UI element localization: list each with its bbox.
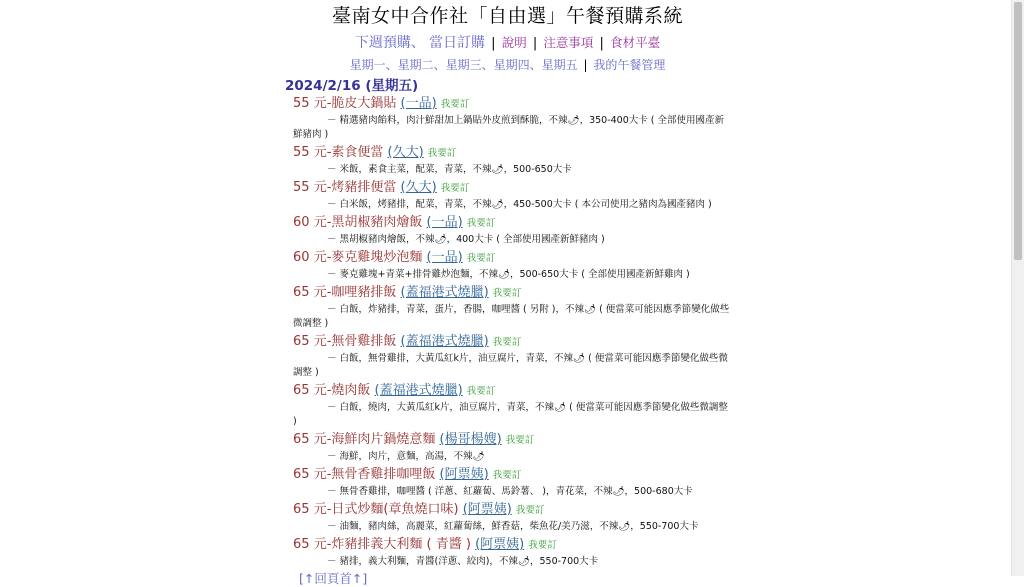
item-price-unit: 元- — [313, 334, 332, 349]
order-button[interactable]: 我要訂 — [492, 470, 522, 481]
item-vendor-link[interactable]: (久大) — [400, 180, 437, 195]
item-price: 65 — [293, 467, 310, 482]
item-name: 日式炒麵(章魚燒口味) — [331, 502, 459, 517]
item-price-unit: 元- — [313, 537, 332, 552]
order-button[interactable]: 我要訂 — [427, 148, 457, 159]
item-description: － 黑胡椒豬肉燴飯，不辣🌶，400大卡 ( 全部使用國產新鮮豬肉 ) — [327, 234, 605, 245]
menu-item — [293, 144, 730, 177]
menu-item-line — [293, 214, 730, 232]
item-name: 脆皮大鍋貼 — [331, 96, 397, 111]
order-button[interactable]: 我要訂 — [466, 218, 496, 229]
order-button[interactable]: 我要訂 — [505, 435, 535, 446]
today-order-link[interactable]: 當日訂購 — [429, 35, 486, 51]
item-description: － 海鮮，肉片，意麵，高湯，不辣🌶 — [327, 451, 485, 462]
menu-item-line — [293, 431, 730, 449]
item-name: 無骨香雞排咖哩飯 — [331, 467, 436, 482]
platform-link[interactable]: 食材平臺 — [610, 35, 661, 50]
menu-item — [293, 466, 730, 499]
item-vendor-link[interactable]: (阿票姨) — [439, 467, 489, 482]
item-description: － 白飯，炸豬排，青菜，蛋片，香腸，咖哩醬 ( 另附 )，不辣🌶 ( 便當菜可能因應季節變化做些微調整 ) — [293, 304, 730, 329]
order-button[interactable]: 我要訂 — [492, 337, 522, 348]
menu-item — [293, 179, 730, 212]
item-description: － 無骨香雞排，咖哩醬 ( 洋蔥、紅蘿蔔、馬鈴薯、 )，青花菜，不辣🌶，500-680大卡 — [327, 486, 693, 497]
item-name: 麥克雞塊炒泡麵 — [331, 250, 423, 265]
item-price: 65 — [293, 334, 310, 349]
item-name: 燒肉飯 — [331, 383, 371, 398]
order-button[interactable]: 我要訂 — [440, 99, 470, 110]
menu-item — [293, 284, 730, 331]
nav-separator: | — [583, 58, 588, 72]
day-nav — [285, 56, 730, 74]
menu-item-line — [293, 536, 730, 554]
menu-item-line — [293, 95, 730, 113]
item-price: 65 — [293, 502, 310, 517]
item-vendor-link[interactable]: (蓋福港式燒臘) — [400, 334, 489, 349]
item-description: － 麥克雞塊+青菜+排骨雞炒泡麵，不辣🌶，500-650大卡 ( 全部使用國產新鮮雞肉 ) — [327, 269, 690, 280]
menu-item-line — [293, 284, 730, 302]
item-description: － 白飯，無骨雞排，大黃瓜紅k片，油豆腐片，青菜，不辣🌶 ( 便當菜可能因應季節變化做些微調整 ) — [293, 353, 728, 378]
item-price: 60 — [293, 250, 310, 265]
item-price: 55 — [293, 180, 310, 195]
item-vendor-link[interactable]: (蓋福港式燒臘) — [400, 285, 489, 300]
menu-item-line — [293, 333, 730, 351]
order-button[interactable]: 我要訂 — [492, 288, 522, 299]
item-price: 55 — [293, 145, 310, 160]
item-price-unit: 元- — [313, 180, 332, 195]
order-button[interactable]: 我要訂 — [515, 505, 545, 516]
my-orders-link[interactable]: 我的午餐管理 — [593, 58, 666, 72]
nav-separator: | — [491, 36, 496, 51]
menu-item-line — [293, 179, 730, 197]
notes-link[interactable]: 注意事項 — [543, 35, 594, 50]
order-button[interactable]: 我要訂 — [466, 386, 496, 397]
menu-item — [293, 333, 730, 380]
menu-item — [293, 501, 730, 534]
item-description: － 豬排，義大利麵，青醬(洋蔥、絞肉)，不辣🌶，550-700大卡 — [327, 556, 599, 567]
item-vendor-link[interactable]: (一品) — [426, 250, 463, 265]
item-price-unit: 元- — [313, 432, 332, 447]
next-week-order-link[interactable]: 下週預購、 — [354, 35, 425, 51]
item-name: 烤豬排便當 — [331, 180, 397, 195]
item-price: 65 — [293, 285, 310, 300]
item-name: 海鮮肉片鍋燒意麵 — [331, 432, 436, 447]
manual-link[interactable]: 說明 — [501, 35, 527, 50]
item-description: － 米飯，素食主菜，配菜，青菜，不辣🌶，500-650大卡 — [327, 164, 572, 175]
menu-item — [293, 249, 730, 282]
item-price-unit: 元- — [313, 250, 332, 265]
item-price: 65 — [293, 432, 310, 447]
item-price: 65 — [293, 537, 310, 552]
nav-separator: | — [532, 36, 538, 51]
item-description: － 精選豬肉餡料，肉汁鮮甜加上鍋貼外皮煎到酥脆，不辣🌶，350-400大卡 ( 全部使用國產新鮮豬肉 ) — [293, 115, 725, 140]
item-price-unit: 元- — [313, 467, 332, 482]
menu-item — [293, 382, 730, 429]
item-description: － 白飯，燒肉，大黃瓜紅k片，油豆腐片，青菜，不辣🌶 ( 便當菜可能因應季節變化做些微調整 ) — [293, 402, 728, 427]
menu-item — [293, 95, 730, 142]
order-button[interactable]: 我要訂 — [466, 253, 496, 264]
item-price: 55 — [293, 96, 310, 111]
item-price-unit: 元- — [313, 215, 332, 230]
item-vendor-link[interactable]: (久大) — [387, 145, 424, 160]
menu-item-line — [293, 382, 730, 400]
item-vendor-link[interactable]: (蓋福港式燒臘) — [374, 383, 463, 398]
item-price-unit: 元- — [313, 96, 332, 111]
weekday-links[interactable]: 星期一、星期二、星期三、星期四、星期五 — [349, 58, 578, 72]
item-price-unit: 元- — [313, 383, 332, 398]
item-description: － 白米飯，烤豬排，配菜，青菜，不辣🌶，450-500大卡 ( 本公司使用之豬肉為國產豬肉 ) — [327, 199, 712, 210]
order-button[interactable]: 我要訂 — [440, 183, 470, 194]
page-content — [285, 0, 730, 587]
main-nav — [285, 32, 730, 54]
item-vendor-link[interactable]: (阿票姨) — [462, 502, 512, 517]
item-name: 素食便當 — [331, 145, 384, 160]
menu-date: 2024/2/16 (星期五) — [285, 78, 419, 94]
menu-item — [293, 431, 730, 464]
order-button[interactable]: 我要訂 — [528, 540, 557, 551]
item-name: 炸豬排義大利麵 ( 青醬 ) — [331, 537, 476, 552]
scrollbar-thumb[interactable] — [1014, 2, 1022, 260]
menu-item-line — [293, 249, 730, 267]
menu-item-line — [293, 501, 730, 519]
page-title: 臺南女中合作社「自由選」午餐預購系統 — [331, 5, 683, 27]
item-vendor-link[interactable]: (一品) — [400, 96, 437, 111]
item-price: 65 — [293, 383, 310, 398]
menu-item — [293, 214, 730, 247]
item-price-unit: 元- — [313, 145, 332, 160]
menu-list — [285, 95, 730, 569]
item-vendor-link[interactable]: (阿票姨) — [475, 537, 525, 552]
vertical-scrollbar[interactable] — [1011, 0, 1024, 576]
item-vendor-link[interactable]: (一品) — [426, 215, 463, 230]
back-to-top-link[interactable]: [↑回頁首↑] — [299, 571, 368, 586]
item-vendor-link[interactable]: (楊哥楊嫂) — [439, 432, 502, 447]
item-price: 60 — [293, 215, 310, 230]
item-description: － 油麵，豬肉絲，高麗菜，紅蘿蔔絲，鮮香菇，柴魚花/美乃滋，不辣🌶，550-700大卡 — [327, 521, 699, 532]
nav-separator: | — [599, 36, 604, 51]
item-price-unit: 元- — [313, 502, 332, 517]
menu-item — [293, 536, 730, 569]
item-name: 無骨雞排飯 — [331, 334, 397, 349]
item-name: 黑胡椒豬肉燴飯 — [331, 215, 423, 230]
menu-item-line — [293, 466, 730, 484]
item-name: 咖哩豬排飯 — [331, 285, 397, 300]
menu-item-line — [293, 144, 730, 162]
item-price-unit: 元- — [313, 285, 332, 300]
